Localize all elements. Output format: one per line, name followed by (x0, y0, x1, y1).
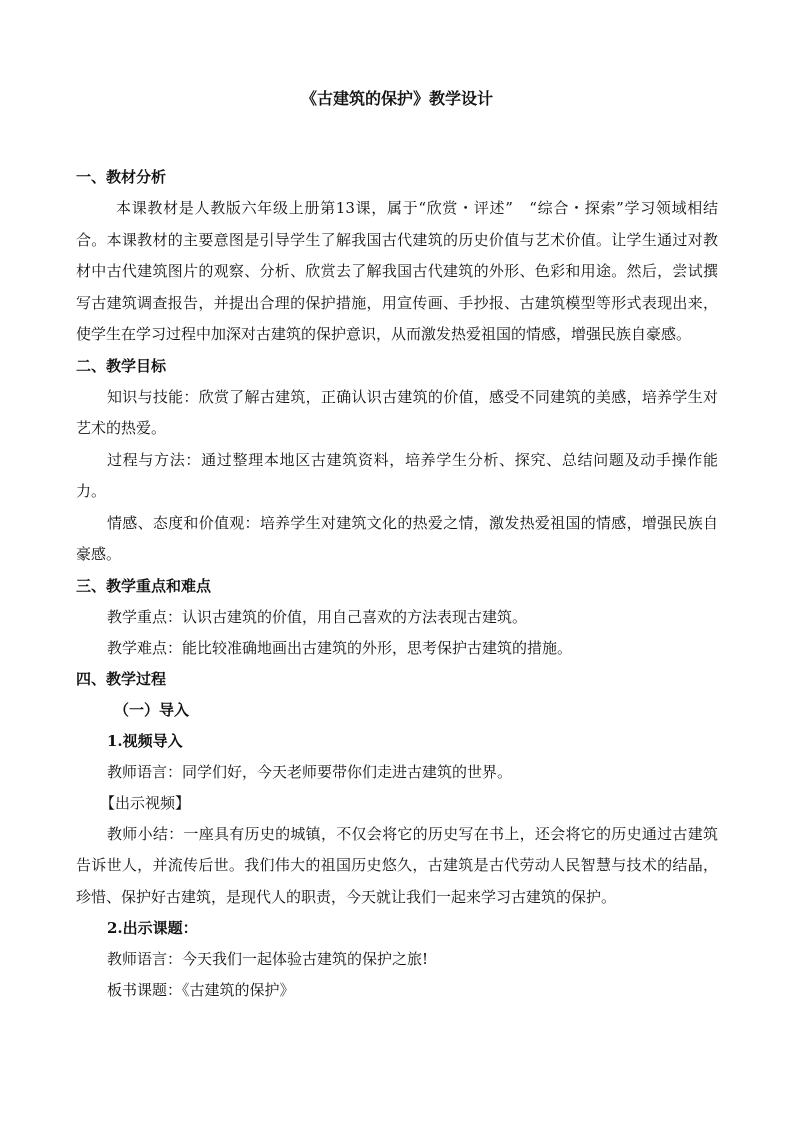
step-video-intro: 1.视频导入 (107, 731, 183, 750)
subsection-introduction: （一）导入 (114, 700, 190, 719)
show-video-note: 【出示视频】 (100, 793, 191, 812)
section-heading-teaching-goals: 二、教学目标 (76, 356, 167, 375)
key-point-line: 教学重点：认识古建筑的价值，用自己喜欢的方法表现古建筑。 (107, 607, 528, 626)
section-heading-textbook-analysis: 一、教材分析 (76, 168, 167, 186)
goal-process-methods: 过程与方法：通过整理本地区古建筑资料，培养学生分析、探究、总结问题及动手操作能力。 (76, 450, 718, 500)
teacher-speech-1: 教师语言：同学们好，今天老师要带你们走进古建筑的世界。 (107, 762, 513, 781)
section-heading-key-difficult-points: 三、教学重点和难点 (76, 576, 212, 595)
difficult-point-line: 教学难点：能比较准确地画出古建筑的外形，思考保护古建筑的措施。 (107, 638, 573, 657)
step-show-topic: 2.出示课题： (107, 919, 198, 937)
textbook-analysis-paragraph: 本课教材是人教版六年级上册第13课，属于“欣赏・评述” “综合・探索”学习领域相结合。本课教材的主要意图是引导学生了解我国古代建筑的历史价值与艺术价值。让学生通过对教材中古代建筑图片的观察、分析、欣赏去了解我国古代建筑的外形、色彩和用途。然后，尝试撰写古建筑调查报告，并提出合理的保护措施，用宣传画、手抄报、古建筑模型等形式表现出来，使学生在学习过程中加深对古建筑的保护意识，从而激发热爱祖国的情感，增强民族自豪感。 (76, 199, 718, 343)
teacher-speech-2: 教师语言：今天我们一起体验古建筑的保护之旅! (107, 950, 429, 968)
section-heading-teaching-process: 四、教学过程 (76, 669, 167, 688)
teacher-summary-paragraph: 教师小结：一座具有历史的城镇，不仅会将它的历史写在书上，还会将它的历史通过古建筑告诉世人，并流传后世。我们伟大的祖国历史悠久，古建筑是古代劳动人民智慧与技术的结晶，珍惜、保护好古建筑，是现代人的职责，今天就让我们一起来学习古建筑的保护。 (76, 824, 718, 906)
document-body (76, 162, 718, 1006)
goal-knowledge-skills: 知识与技能：欣赏了解古建筑，正确认识古建筑的价值，感受不同建筑的美感，培养学生对艺术的热爱。 (76, 387, 718, 437)
goal-emotion-values: 情感、态度和价值观：培养学生对建筑文化的热爱之情，激发热爱祖国的情感，增强民族自豪感。 (76, 513, 718, 563)
board-title-line: 板书课题：《古建筑的保护》 (107, 981, 295, 999)
document-title: 《古建筑的保护》教学设计 (300, 89, 493, 108)
